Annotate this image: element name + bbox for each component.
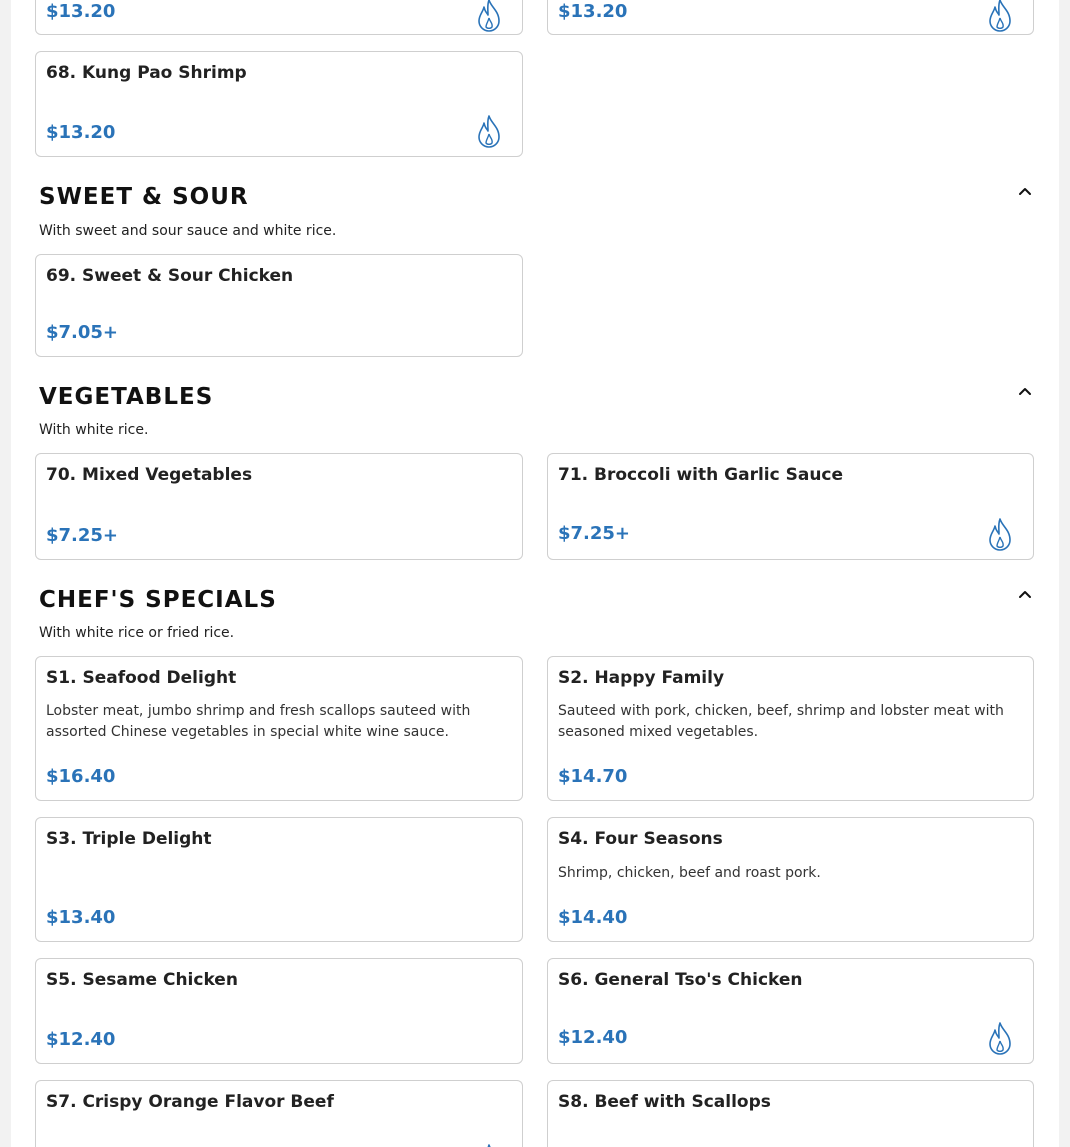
menu-item-four-seasons[interactable] [547,817,1034,942]
item-name: S4. Four Seasons [558,829,723,849]
item-name: 69. Sweet & Sour Chicken [46,266,294,286]
item-price: $13.20 [46,122,116,143]
item-name: S3. Triple Delight [46,829,212,849]
item-price: $13.20 [558,1,628,22]
menu-item-happy-family[interactable] [547,656,1034,801]
item-name: S5. Sesame Chicken [46,970,238,990]
menu-item-card-top-right[interactable] [547,0,1034,35]
menu-item-mixed-vegetables[interactable] [35,453,523,560]
item-price: $14.40 [558,907,628,928]
item-price: $13.20 [46,1,116,22]
item-price: $14.70 [558,766,628,787]
item-name: 71. Broccoli with Garlic Sauce [558,465,844,485]
menu-item-crispy-orange-beef[interactable] [35,1080,523,1147]
section-title-vegetables: VEGETABLES [39,384,214,410]
item-name: S8. Beef with Scallops [558,1092,771,1112]
item-name: S1. Seafood Delight [46,668,237,688]
item-name: 68. Kung Pao Shrimp [46,63,247,83]
section-title-sweet-sour: SWEET & SOUR [39,184,249,210]
menu-item-sesame-chicken[interactable] [35,958,523,1064]
chevron-up-icon[interactable] [1016,585,1034,603]
menu-item-broccoli-garlic[interactable] [547,453,1034,560]
section-subtitle-chefs-specials: With white rice or fried rice. [39,625,235,641]
item-name: S7. Crispy Orange Flavor Beef [46,1092,334,1112]
chevron-up-icon[interactable] [1016,382,1034,400]
menu-item-kung-pao-shrimp[interactable] [35,51,523,157]
item-price: $7.05+ [46,322,119,343]
flame-icon [476,114,502,148]
item-price: $16.40 [46,766,116,787]
menu-item-seafood-delight[interactable] [35,656,523,801]
menu-item-triple-delight[interactable] [35,817,523,942]
section-subtitle-sweet-sour: With sweet and sour sauce and white rice. [39,223,337,239]
item-description: Shrimp, chicken, beef and roast pork. [558,865,821,881]
item-name: S2. Happy Family [558,668,725,688]
item-price: $7.25+ [46,525,119,546]
item-price: $7.25+ [558,523,631,544]
item-price: $13.40 [46,907,116,928]
section-subtitle-vegetables: With white rice. [39,422,149,438]
item-name: 70. Mixed Vegetables [46,465,253,485]
item-price: $12.40 [558,1027,628,1048]
item-description: Sauteed with pork, chicken, beef, shrimp and lobster meat with seasoned mixed vegetables. [558,703,1004,740]
flame-icon [476,0,502,32]
menu-item-beef-with-scallops[interactable] [547,1080,1034,1147]
flame-icon [987,517,1013,551]
section-title-chefs-specials: CHEF'S SPECIALS [39,587,277,613]
chevron-up-icon[interactable] [1016,182,1034,200]
item-description: Lobster meat, jumbo shrimp and fresh scallops sauteed with assorted Chinese vegetables in special white wine sauce. [46,703,471,740]
flame-icon [987,1021,1013,1055]
flame-icon [476,1143,502,1147]
menu-item-card-top-left[interactable] [35,0,523,35]
menu-item-general-tsos-chicken[interactable] [547,958,1034,1064]
flame-icon [987,0,1013,32]
item-price: $12.40 [46,1029,116,1050]
item-name: S6. General Tso's Chicken [558,970,803,990]
menu-page [11,0,1059,1147]
menu-item-sweet-sour-chicken[interactable] [35,254,523,357]
